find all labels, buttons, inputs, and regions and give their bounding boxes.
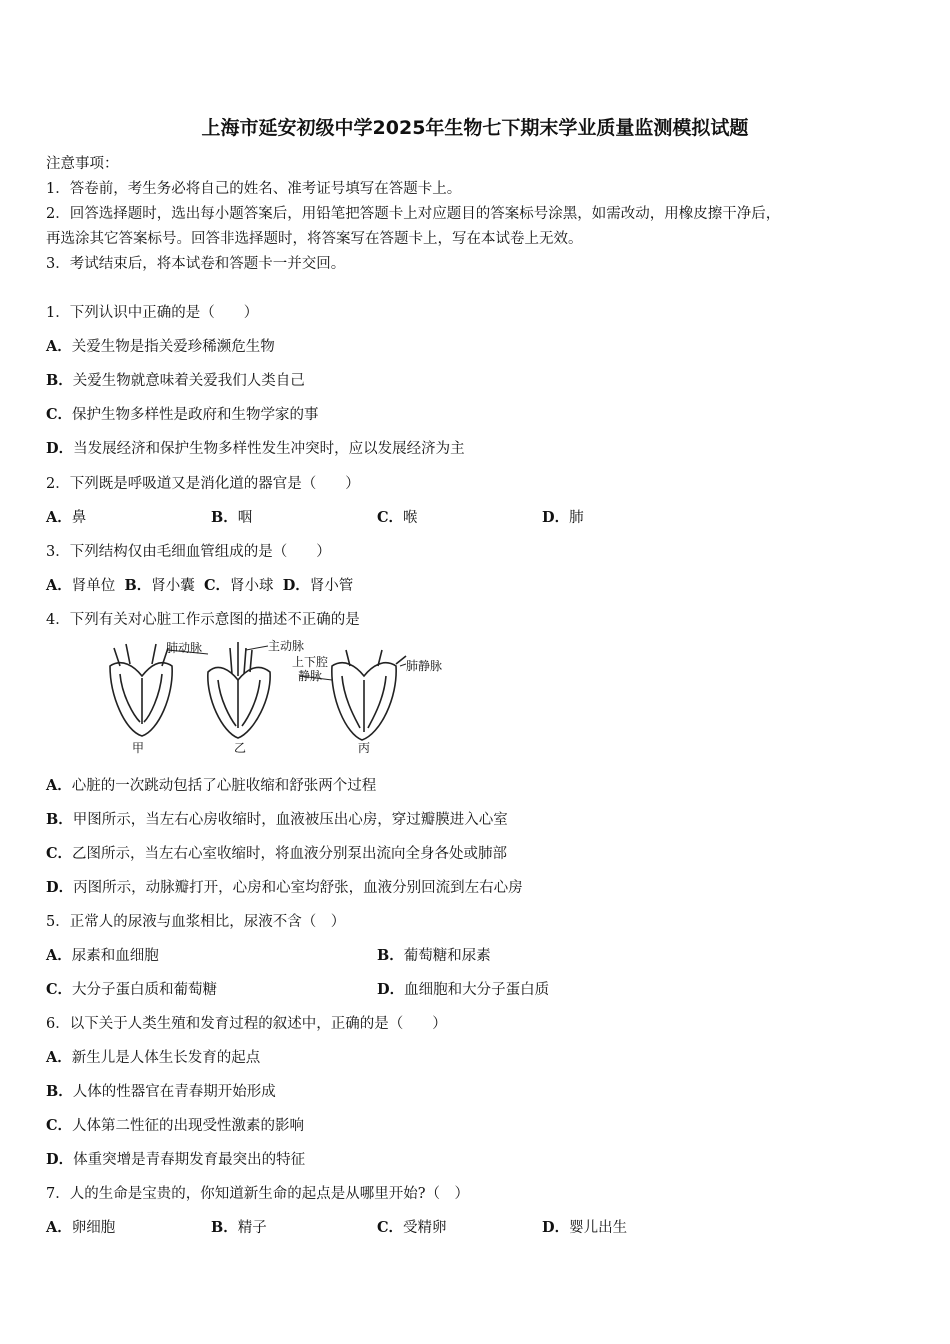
- option-letter: B．: [46, 1083, 73, 1100]
- note-item: 1．答卷前，考生务必将自己的姓名、准考证号填写在答题卡上。: [46, 181, 462, 197]
- option-text: 人体的性器官在青春期开始形成: [72, 1084, 276, 1100]
- option-text: 血细胞和大分子蛋白质: [404, 982, 550, 998]
- label-aorta: 主动脉: [268, 639, 305, 653]
- question-6-option-c: [46, 1114, 304, 1135]
- question-7-option-d: [542, 1216, 627, 1237]
- question-7-option-c: [377, 1216, 447, 1237]
- question-1-option-d: [46, 437, 465, 458]
- question-6-option-b: [46, 1080, 276, 1101]
- note-item: 2．回答选择题时，选出每小题答案后，用铅笔把答题卡上对应题目的答案标号涂黑，如需改动，用橡皮擦干净后，: [46, 206, 781, 222]
- option-letter: A．: [46, 338, 72, 355]
- option-text: 新生儿是人体生长发育的起点: [71, 1050, 261, 1066]
- option-letter: C．: [46, 1117, 73, 1134]
- question-5-stem: 5．正常人的尿液与血浆相比，尿液不含（ ）: [46, 914, 346, 930]
- page-title: 上海市延安初级中学2025年生物七下期末学业质量监测模拟试题: [201, 117, 749, 139]
- label-pulmonary-vein: 肺静脉: [406, 659, 443, 673]
- option-text: 肺: [569, 510, 584, 526]
- option-letter: D．: [46, 1151, 74, 1168]
- option-letter: B．: [46, 372, 73, 389]
- question-1-stem: 1．下列认识中正确的是（ ）: [46, 305, 259, 321]
- option-letter: A．: [46, 509, 72, 526]
- option-text: 人体第二性征的出现受性激素的影响: [72, 1118, 305, 1134]
- option-text: 尿素和血细胞: [71, 948, 159, 964]
- option-letter: D．: [542, 509, 570, 526]
- option-text: 丙图所示，动脉瓣打开，心房和心室均舒张，血液分别回流到左右心房: [73, 880, 523, 896]
- option-text: 葡萄糖和尿素: [403, 948, 491, 964]
- option-text: 关爱生物就意味着关爱我们人类自己: [72, 373, 305, 389]
- option-letter: A．: [46, 947, 72, 964]
- option-text: 保护生物多样性是政府和生物学家的事: [72, 407, 319, 423]
- heart-figure-yi: [208, 642, 270, 738]
- question-5-option-c: [46, 978, 217, 999]
- option-letter: D．: [46, 440, 74, 457]
- option-letter: B．: [377, 947, 404, 964]
- option-letter: D．: [282, 577, 310, 594]
- question-2-option-c: [377, 506, 418, 527]
- question-3-stem: 3．下列结构仅由毛细血管组成的是（ ）: [46, 544, 331, 560]
- option-text: 当发展经济和保护生物多样性发生冲突时，应以发展经济为主: [73, 441, 465, 457]
- option-letter: C．: [203, 577, 231, 594]
- question-3-options: [46, 574, 353, 595]
- question-6-option-a: [46, 1046, 260, 1067]
- note-item: 3．考试结束后，将本试卷和答题卡一并交回。: [46, 256, 346, 272]
- heart-figure-bing: [332, 650, 406, 740]
- option-text: 精子: [237, 1220, 267, 1236]
- option-text: 关爱生物是指关爱珍稀濒危生物: [71, 339, 275, 355]
- caption-jia: 甲: [132, 741, 145, 755]
- option-text: 甲图所示，当左右心房收缩时，血液被压出心房，穿过瓣膜进入心室: [72, 812, 508, 828]
- question-2-stem: 2．下列既是呼吸道又是消化道的器官是（ ）: [46, 476, 360, 492]
- caption-bing: 丙: [358, 741, 371, 755]
- question-4-option-a: [46, 774, 376, 795]
- option-letter: D．: [542, 1219, 570, 1236]
- label-vena-cava-bottom: 静脉: [298, 669, 323, 683]
- question-1-option-a: [46, 335, 275, 356]
- option-letter: D．: [46, 879, 74, 896]
- option-text: 体重突增是青春期发育最突出的特征: [73, 1152, 306, 1168]
- question-5-option-a: [46, 944, 159, 965]
- question-1-option-b: [46, 369, 305, 390]
- option-letter: B．: [211, 1219, 238, 1236]
- option-text: 受精卵: [403, 1220, 447, 1236]
- option-text: 肾小球: [230, 578, 274, 594]
- label-pulmonary-artery: 肺动脉: [166, 641, 203, 655]
- option-text: 肾小管: [309, 578, 354, 594]
- option-letter: C．: [377, 1219, 404, 1236]
- option-letter: A．: [46, 1219, 72, 1236]
- caption-yi: 乙: [234, 741, 247, 755]
- notes-heading: 注意事项：: [46, 156, 119, 172]
- heart-diagram-svg: [100, 636, 460, 756]
- question-2-option-a: [46, 506, 86, 527]
- option-text: 乙图所示，当左右心室收缩时，将血液分别泵出流向全身各处或肺部: [72, 846, 508, 862]
- question-4-option-b: [46, 808, 508, 829]
- label-vena-cava-top: 上下腔: [292, 655, 329, 669]
- option-letter: A．: [46, 777, 72, 794]
- option-letter: C．: [377, 509, 404, 526]
- option-text: 卵细胞: [71, 1220, 116, 1236]
- note-item: 再选涂其它答案标号。回答非选择题时，将答案写在答题卡上，写在本试卷上无效。: [46, 231, 583, 247]
- option-text: 肾小囊: [151, 578, 195, 594]
- option-letter: D．: [377, 981, 405, 998]
- question-1-option-c: [46, 403, 319, 424]
- heart-diagram: [100, 636, 460, 756]
- option-text: 心脏的一次跳动包括了心脏收缩和舒张两个过程: [71, 778, 377, 794]
- question-7-option-b: [211, 1216, 267, 1237]
- option-letter: B．: [46, 811, 73, 828]
- option-text: 咽: [237, 510, 253, 526]
- option-letter: C．: [46, 845, 73, 862]
- question-7-stem: 7．人的生命是宝贵的，你知道新生命的起点是从哪里开始?（ ）: [46, 1186, 469, 1202]
- option-text: 肾单位: [71, 578, 116, 594]
- option-letter: A．: [46, 577, 72, 594]
- heart-figure-jia: [110, 644, 172, 736]
- option-letter: A．: [46, 1049, 72, 1066]
- question-6-option-d: [46, 1148, 305, 1169]
- question-4-option-d: [46, 876, 523, 897]
- question-4-stem: 4．下列有关对心脏工作示意图的描述不正确的是: [46, 612, 360, 628]
- question-5-option-b: [377, 944, 491, 965]
- question-2-option-b: [211, 506, 252, 527]
- option-text: 婴儿出生: [569, 1220, 628, 1236]
- question-6-stem: 6．以下关于人类生殖和发育过程的叙述中，正确的是（ ）: [46, 1016, 447, 1032]
- question-7-option-a: [46, 1216, 115, 1237]
- option-letter: B．: [211, 509, 238, 526]
- question-4-option-c: [46, 842, 507, 863]
- question-5-option-d: [377, 978, 549, 999]
- option-text: 鼻: [71, 510, 87, 526]
- option-letter: C．: [46, 981, 73, 998]
- option-text: 喉: [403, 510, 418, 526]
- question-2-option-d: [542, 506, 584, 527]
- option-text: 大分子蛋白质和葡萄糖: [72, 982, 218, 998]
- option-letter: C．: [46, 406, 73, 423]
- option-letter: B．: [124, 577, 152, 594]
